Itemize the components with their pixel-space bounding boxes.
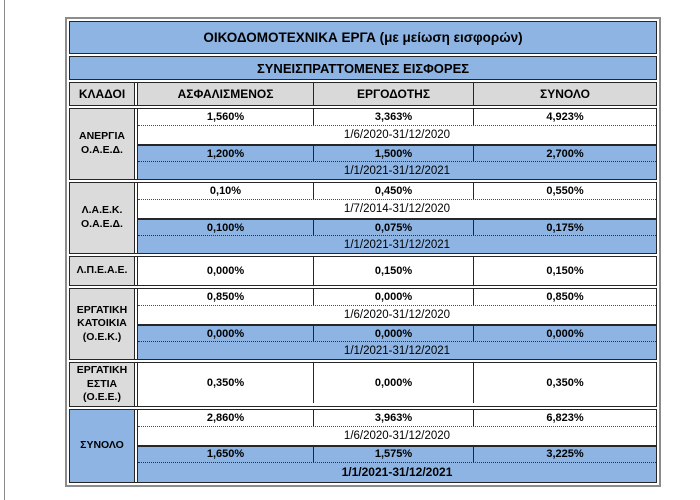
column-header-synolo: ΣΥΝΟΛΟ [540, 87, 590, 101]
value-cell: 0,000% [314, 289, 474, 305]
value-cell: 0,075% [314, 220, 474, 235]
section-data [138, 363, 656, 403]
header-row [69, 82, 657, 106]
section-data [138, 109, 656, 179]
value-cell: 0,175% [546, 221, 584, 234]
section-ergatiki-katoikia [69, 288, 657, 360]
section-label: ΕΡΓΑΤΙΚΗ ΚΑΤΟΙΚΙΑ (Ο.Ε.Κ.) [70, 289, 134, 359]
values-row [138, 183, 656, 200]
section-laek-oaed [69, 182, 657, 254]
section-data [138, 257, 656, 285]
values-row [138, 363, 656, 403]
value-cell: 4,923% [546, 111, 584, 123]
period-2020 [138, 183, 656, 218]
contributions-table [65, 17, 661, 487]
section-anergia-oaed [69, 108, 657, 180]
value-cell: 2,860% [138, 410, 314, 426]
period-date: 1/1/2021-31/12/2021 [343, 164, 451, 177]
values-row [138, 257, 656, 285]
period-2020 [138, 109, 656, 144]
section-label: Λ.Α.Ε.Κ. Ο.Α.Ε.Δ. [70, 183, 134, 253]
period-2020 [138, 289, 656, 324]
values-row [138, 146, 656, 162]
period-2021 [138, 445, 656, 482]
period-2020 [138, 410, 656, 445]
value-cell: 0,000% [546, 327, 584, 340]
value-cell: 3,363% [314, 109, 474, 125]
section-data [138, 410, 656, 482]
section-data [138, 183, 656, 253]
value-cell: 1,500% [314, 146, 474, 161]
section-data [138, 289, 656, 359]
value-cell: 0,350% [138, 363, 314, 403]
value-cell: 0,000% [138, 326, 314, 341]
value-cell: 0,000% [314, 363, 474, 403]
values-row [138, 447, 656, 463]
period-2021 [138, 324, 656, 359]
value-cell: 0,850% [546, 291, 584, 303]
section-label: ΕΡΓΑΤΙΚΗ ΕΣΤΙΑ (Ο.Ε.Ε.) [70, 363, 134, 406]
table-subtitle: ΣΥΝΕΙΣΠΡΑΤΤΟΜΕΝΕΣ ΕΙΣΦΟΡΕΣ [69, 56, 657, 80]
value-cell: 1,575% [314, 447, 474, 462]
period-date: 1/7/2014-31/12/2020 [343, 203, 451, 215]
period-date: 1/1/2021-31/12/2021 [343, 238, 451, 251]
value-cell: 0,000% [138, 257, 314, 285]
column-header-kladoi: ΚΛΑΔΟΙ [78, 87, 126, 101]
column-header-ergodotis: ΕΡΓΟΔΟΤΗΣ [314, 83, 474, 105]
period-2021 [138, 144, 656, 179]
section-lpeae [69, 256, 657, 286]
section-synolo [69, 409, 657, 483]
value-cell: 1,650% [138, 447, 314, 462]
values-row [138, 326, 656, 342]
period-date: 1/6/2020-31/12/2020 [343, 309, 451, 321]
values-row [138, 220, 656, 236]
value-cell: 0,10% [138, 183, 314, 199]
value-cell: 0,150% [314, 257, 474, 285]
value-cell: 0,150% [546, 265, 584, 277]
values-row [138, 289, 656, 306]
value-cell: 0,550% [546, 185, 584, 197]
section-ergatiki-estia [69, 362, 657, 407]
window-edge-line [4, 0, 5, 500]
value-cell: 0,100% [138, 220, 314, 235]
value-cell: 0,850% [138, 289, 314, 305]
section-label: ΣΥΝΟΛΟ [70, 410, 134, 482]
period-2021 [138, 218, 656, 253]
value-cell: 6,823% [546, 411, 584, 424]
value-cell: 2,700% [546, 147, 584, 160]
period-date: 1/1/2021-31/12/2021 [343, 344, 451, 357]
value-cell: 0,000% [314, 326, 474, 341]
section-label: Λ.Π.Ε.Α.Ε. [70, 257, 134, 285]
value-cell: 1,560% [138, 109, 314, 125]
column-header-asfalismenos: ΑΣΦΑΛΙΣΜΕΝΟΣ [138, 83, 314, 105]
table-title: ΟΙΚΟΔΟΜΟΤΕΧΝΙΚΑ ΕΡΓΑ (με μείωση εισφορών) [69, 21, 657, 54]
section-label: ΑΝΕΡΓΙΑ Ο.Α.Ε.Δ. [70, 109, 134, 179]
values-row [138, 109, 656, 126]
period-date: 1/6/2020-31/12/2020 [343, 129, 451, 141]
period-date: 1/1/2021-31/12/2021 [341, 465, 453, 480]
value-cell: 0,450% [314, 183, 474, 199]
value-cell: 3,225% [546, 448, 584, 461]
values-row [138, 410, 656, 427]
value-cell: 1,200% [138, 146, 314, 161]
value-cell: 3,963% [314, 410, 474, 426]
period-date: 1/6/2020-31/12/2020 [343, 429, 451, 442]
value-cell: 0,350% [546, 377, 584, 389]
